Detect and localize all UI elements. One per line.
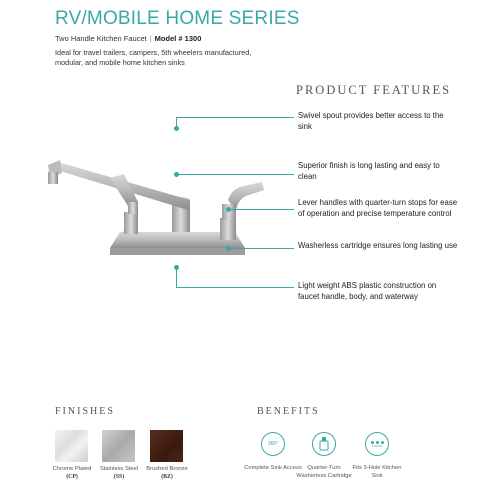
callout-line-2 xyxy=(178,174,294,175)
finish-label-stainless: Stainless Steel (SS) xyxy=(99,466,139,480)
finish-swatch-chrome xyxy=(55,430,88,462)
finish-label-bronze: Brushed Bronze (BZ) xyxy=(146,466,188,480)
benefit-label-cartridge: Quarter-Turn Washerless Cartridge xyxy=(296,465,352,479)
feature-item: Superior finish is long lasting and easy to clean xyxy=(298,161,440,181)
360-rotation-icon: 360° xyxy=(261,432,285,456)
benefit-label-sink-access: Complete Sink Access xyxy=(244,465,302,471)
three-hole-sink-icon: 3-HOLE xyxy=(365,432,389,456)
product-subtitle xyxy=(55,34,201,43)
feature-item: Light weight ABS plastic construction on faucet handle, body, and waterway xyxy=(298,281,437,301)
callout-line-5b xyxy=(176,287,294,288)
finish-label-chrome: Chrome Plated (CP) xyxy=(52,466,92,480)
subtitle-separator: | xyxy=(149,34,152,43)
callout-line-1 xyxy=(176,117,177,128)
feature-item: Washerless cartridge ensures long lasting use xyxy=(298,241,458,250)
callout-line-4 xyxy=(230,248,294,249)
model-number: Model # 1300 xyxy=(154,34,202,43)
benefits-title: BENEFITS xyxy=(257,406,320,417)
feature-item: Swivel spout provides better access to the sink xyxy=(298,111,444,131)
series-title: RV/MOBILE HOME SERIES xyxy=(55,8,300,29)
finish-swatch-stainless xyxy=(102,430,135,462)
callout-line-1b xyxy=(176,117,294,118)
feature-item: Lever handles with quarter-turn stops for ease of operation and precise temperature control xyxy=(298,198,458,218)
finishes-title: FINISHES xyxy=(55,406,115,417)
cartridge-icon xyxy=(312,432,336,456)
callout-line-3 xyxy=(230,209,294,210)
product-description: Ideal for travel trailers, campers, 5th wheelers manufactured, modular, and mobile home kitchen sinks xyxy=(55,48,252,67)
product-features-title: PRODUCT FEATURES xyxy=(296,83,452,97)
faucet-image xyxy=(40,140,285,275)
callout-line-5 xyxy=(176,267,177,287)
product-type: Two Handle Kitchen Faucet xyxy=(55,34,147,43)
benefit-label-three-hole: Fits 3-Hole Kitchen Sink xyxy=(352,465,402,479)
finish-swatch-bronze xyxy=(150,430,183,462)
